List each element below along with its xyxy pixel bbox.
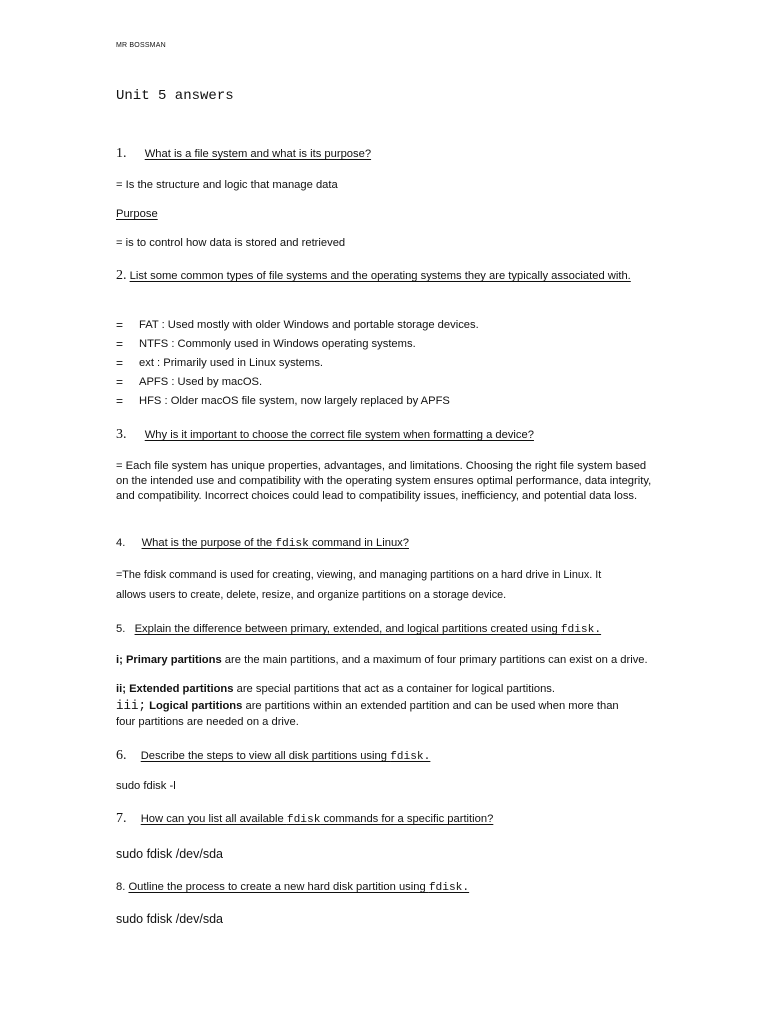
answer-5-logical-cont: four partitions are needed on a drive. xyxy=(116,716,299,728)
question-3 xyxy=(116,427,534,443)
bullet-symbol: = xyxy=(116,318,124,332)
question-text: List some common types of file systems and the operating systems they are typically associated with. xyxy=(129,270,631,282)
bullet-symbol: = xyxy=(116,356,124,370)
question-6 xyxy=(116,748,430,765)
bullet-symbol: = xyxy=(116,337,124,351)
question-number: 4. xyxy=(116,537,126,549)
question-number: 1. xyxy=(116,146,127,161)
question-1 xyxy=(116,146,371,162)
answer-3: = Each file system has unique properties, advantages, and limitations. Choosing the right file system based on the intended use and compatibility with the operating system ensures optimal performance, data integrity, and compatibility. Incorrect choices could lead to compatibility issues, inefficiency, and potential data loss. xyxy=(116,460,652,502)
question-number: 2. xyxy=(116,268,127,283)
page-title: Unit 5 answers xyxy=(116,88,234,104)
bullet-symbol: = xyxy=(116,394,124,408)
question-4 xyxy=(116,536,409,552)
list-item: FAT : Used mostly with older Windows and portable storage devices. xyxy=(139,319,479,331)
question-7 xyxy=(116,811,493,828)
purpose-label: Purpose xyxy=(116,208,158,220)
question-number: 8. xyxy=(116,881,126,893)
question-text: Why is it important to choose the correct file system when formatting a device? xyxy=(144,429,534,441)
answer-5-primary: i; Primary partitions are the main partitions, and a maximum of four primary partitions can exist on a drive. xyxy=(116,654,648,666)
purpose-answer: = is to control how data is stored and retrieved xyxy=(116,237,346,249)
question-number: 5. xyxy=(116,623,126,635)
question-2 xyxy=(116,268,656,284)
question-5 xyxy=(116,622,601,638)
list-item: NTFS : Commonly used in Windows operating systems. xyxy=(139,338,416,350)
answer-1: = Is the structure and logic that manage data xyxy=(116,179,338,191)
list-item: ext : Primarily used in Linux systems. xyxy=(139,357,324,369)
answer-5-logical: iii; Logical partitions are partitions within an extended partition and can be used when more than xyxy=(116,699,619,713)
list-item: APFS : Used by macOS. xyxy=(139,376,263,388)
bullet-symbol: = xyxy=(116,375,124,389)
question-number: 7. xyxy=(116,811,127,826)
question-text: Outline the process to create a new hard disk partition using fdisk. xyxy=(128,881,470,894)
question-text: How can you list all available fdisk commands for a specific partition? xyxy=(140,813,494,826)
question-text: What is a file system and what is its purpose? xyxy=(144,148,372,160)
author-header: MR BOSSMAN xyxy=(116,42,166,49)
answer-7: sudo fdisk /dev/sda xyxy=(116,847,224,861)
answer-5-extended: ii; Extended partitions are special partitions that act as a container for logical partitions. xyxy=(116,683,555,695)
answer-6: sudo fdisk -l xyxy=(116,780,176,792)
question-text: What is the purpose of the fdisk command in Linux? xyxy=(141,537,409,550)
answer-4-line-1: =The fdisk command is used for creating, viewing, and managing partitions on a hard drive in Linux. It xyxy=(116,569,602,581)
question-text: Explain the difference between primary, extended, and logical partitions created using fdisk. xyxy=(134,623,602,636)
answer-4-line-2: allows users to create, delete, resize, and organize partitions on a storage device. xyxy=(116,589,507,601)
question-text: Describe the steps to view all disk partitions using fdisk. xyxy=(140,750,431,763)
question-number: 6. xyxy=(116,748,127,763)
list-item: HFS : Older macOS file system, now largely replaced by APFS xyxy=(139,395,450,407)
question-8 xyxy=(116,880,469,896)
question-number: 3. xyxy=(116,427,127,442)
answer-8: sudo fdisk /dev/sda xyxy=(116,912,224,926)
